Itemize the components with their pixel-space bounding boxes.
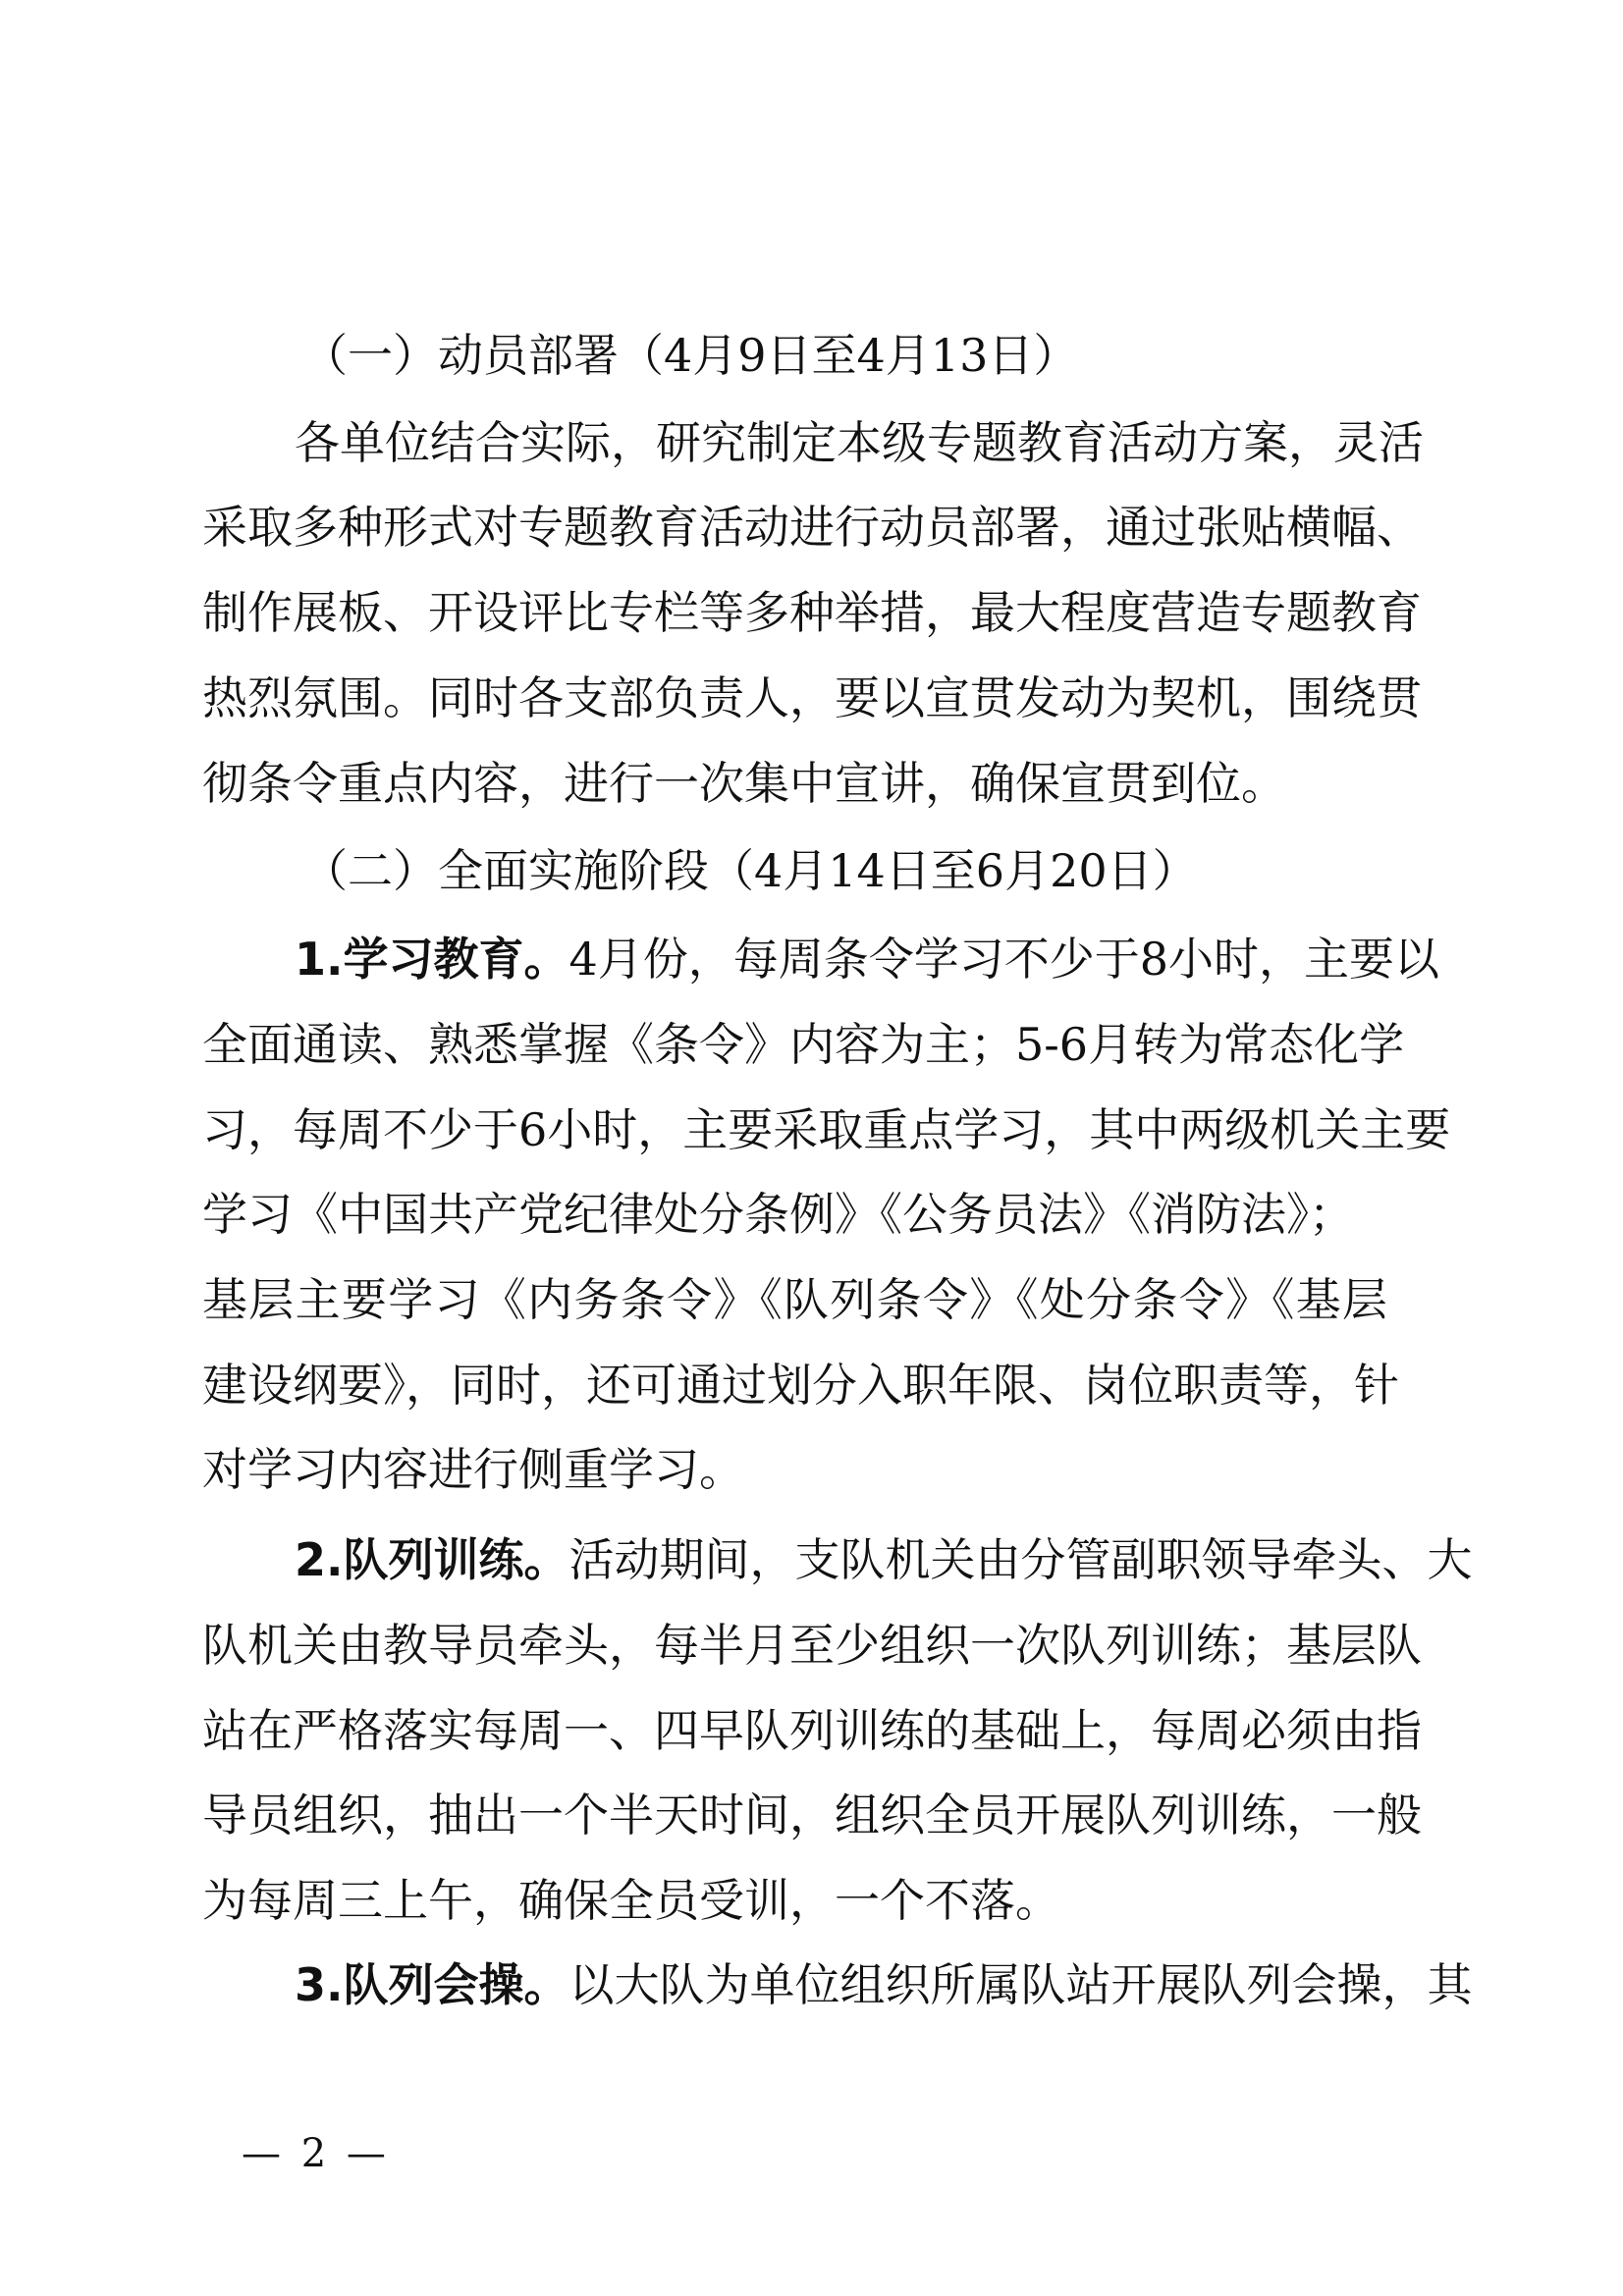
- line-text: 学习《中国共产党纪律处分条例》《公务员法》《消防法》；: [202, 1188, 1354, 1241]
- line-text: 各单位结合实际，研究制定本级专题教育活动方案，灵活: [295, 416, 1424, 469]
- line-text: 导员组织，抽出一个半天时间，组织全员开展队列训练，一般: [202, 1789, 1422, 1842]
- line-text: 热烈氛围。同时各支部负责人，要以宣贯发动为契机，围绕贯: [202, 671, 1422, 724]
- text-line: [202, 1784, 1422, 1846]
- text-line: [202, 1183, 1354, 1246]
- text-line: [302, 324, 1079, 387]
- line-text: 活动期间，支队机关由分管副职领导牵头、大: [568, 1533, 1473, 1586]
- text-line: [202, 1869, 1060, 1932]
- text-line: [202, 1098, 1451, 1161]
- line-text: 全面通读、熟悉掌握《条令》内容为主；5-6月转为常态化学: [202, 1018, 1405, 1071]
- section-heading-bold: 1.学习教育。: [295, 933, 569, 986]
- text-line: [295, 1528, 1473, 1591]
- line-text: （二）全面实施阶段（4月14日至6月20日）: [302, 844, 1198, 897]
- line-text: 采取多种形式对专题教育活动进行动员部署，通过张贴横幅、: [202, 501, 1422, 554]
- text-line: [202, 581, 1422, 644]
- text-line: [302, 839, 1198, 902]
- line-text: （一）动员部署（4月9日至4月13日）: [302, 329, 1079, 382]
- line-text: 建设纲要》，同时，还可通过划分入职年限、岗位职责等，针: [202, 1359, 1399, 1412]
- line-text: 基层主要学习《内务条令》《队列条令》《处分条令》《基层: [202, 1273, 1387, 1326]
- line-text: 以大队为单位组织所属队站开展队列会操，其: [568, 1958, 1473, 2011]
- line-text: 队机关由教导员牵头，每半月至少组织一次队列训练；基层队: [202, 1619, 1422, 1672]
- text-line: [202, 667, 1422, 729]
- line-text: 站在严格落实每周一、四早队列训练的基础上，每周必须由指: [202, 1704, 1422, 1757]
- text-line: [202, 752, 1286, 815]
- section-heading-bold: 2.队列训练。: [295, 1533, 569, 1586]
- page-number: — 2 —: [242, 2131, 390, 2176]
- text-line: [202, 1699, 1422, 1762]
- text-line: [295, 1953, 1473, 2016]
- line-text: 彻条令重点内容，进行一次集中宣讲，确保宣贯到位。: [202, 757, 1286, 810]
- text-line: [202, 1614, 1422, 1677]
- line-text: 制作展板、开设评比专栏等多种举措，最大程度营造专题教育: [202, 586, 1422, 639]
- text-line: [202, 1354, 1399, 1416]
- text-line: [295, 928, 1440, 990]
- text-line: [202, 1438, 884, 1501]
- text-line: [202, 496, 1422, 559]
- line-text: 4月份，每周条令学习不少于8小时，主要以: [568, 933, 1440, 986]
- text-line: [202, 1268, 1387, 1331]
- text-line: [295, 411, 1424, 474]
- text-line: [202, 1013, 1405, 1076]
- line-text: 为每周三上午，确保全员受训，一个不落。: [202, 1874, 1060, 1927]
- line-text: 习，每周不少于6小时，主要采取重点学习，其中两级机关主要: [202, 1103, 1451, 1156]
- section-heading-bold: 3.队列会操。: [295, 1958, 569, 2011]
- line-text: 对学习内容进行侧重学习。: [202, 1443, 744, 1496]
